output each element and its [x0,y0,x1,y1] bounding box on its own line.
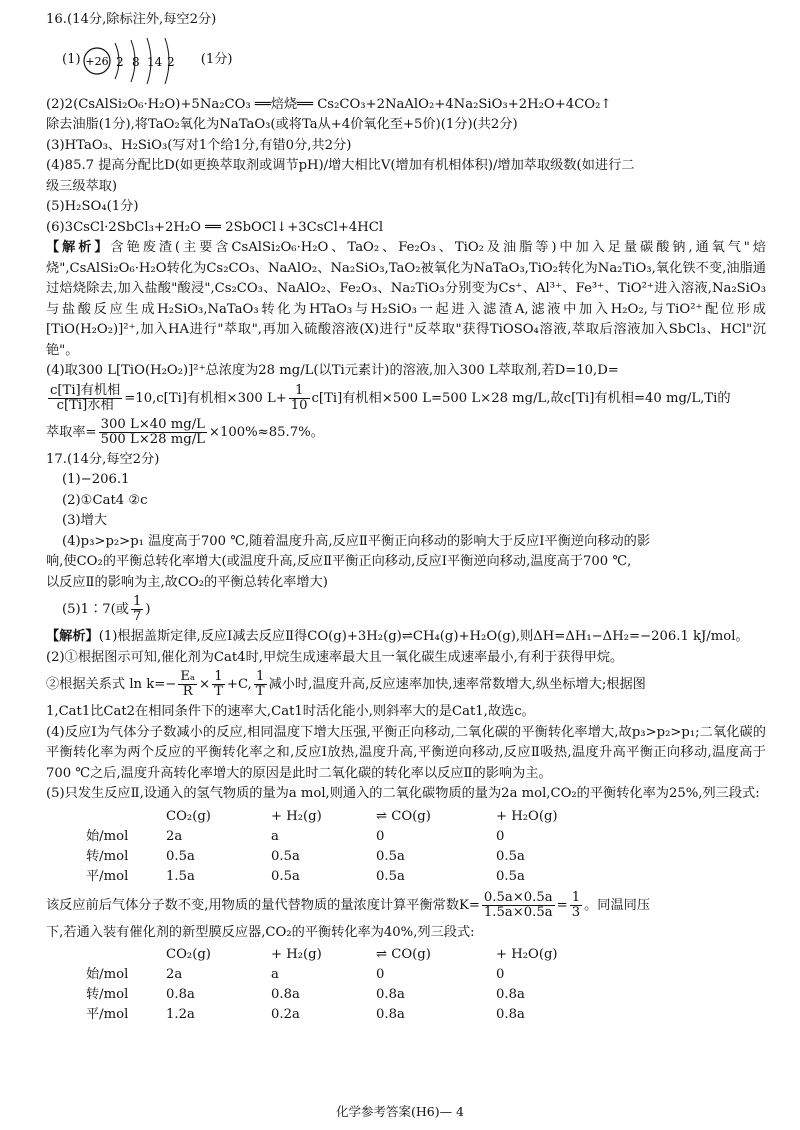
j3-mid2: +C, [226,677,252,692]
table1-h3: ⇌ CO(g) [376,808,431,824]
q17-analysis-1 [46,627,766,648]
q16-answer-3: (3)HTaO₃、H₂SiO₃(写对1个给1分,有错0分,共2分) [46,137,352,153]
q16-answer-2: (2)2(CsAlSi₂O₆·H₂O)+5Na₂CO₃ ══焙烧══ Cs₂CO₃+2NaAlO₂+4Na₂SiO₃+2H₂O+4CO₂↑ [46,96,612,112]
q16-answer-2b: 除去油脂(1分),将TaO₂氧化为NaTaO₃(或将Ta从+4价氧化至+5价)(1分)(共2分) [46,117,518,132]
q17-answer-4a: (4)p₃>p₂>p₁ 温度高于700 ℃,随着温度升高,反应Ⅱ平衡正向移动的影响大于反应Ⅰ平衡逆向移动的影 [62,533,651,549]
inv-t-denominator: T [214,684,223,699]
q17-answer-3: (3)增大 [62,513,108,528]
yield-numerator: 300 L×40 mg/L [100,416,205,432]
electron-count-3: 14 [146,54,162,69]
ans5-denominator: 7 [132,609,142,624]
table-cell: 0.5a [496,868,525,884]
table-cell: 1.5a [166,868,195,884]
q17-analysis-1-text: (1)根据盖斯定律,反应Ⅰ减去反应Ⅱ得CO(g)+3H₂(g)⇌CH₄(g)+H₂O(g),则ΔH=ΔH₁−ΔH₂=−206.1 kJ/mol。 [98,629,749,644]
ea-numerator: Eₐ [180,669,196,684]
table2-h4: + H₂O(g) [496,947,558,962]
table-cell: 0 [376,828,385,844]
q16-analysis-label: 【解析】 [46,240,111,255]
q16-answer-4b: 级三级萃取) [46,178,118,194]
ans5-numerator: 1 [132,594,142,609]
table2-header-row [86,945,766,965]
table-row [86,847,766,867]
three-stage-table-1 [86,807,766,887]
table-row [86,965,766,985]
q17-answer-4c: 以反应Ⅱ的影响为主,故CO₂的平衡总转化率增大) [46,574,328,590]
atom-structure-diagram [62,35,766,87]
calc-c-post: ×100%≈85.7%。 [208,424,324,440]
q16-header: 16.(14分,除标注外,每空2分) [46,12,217,27]
yield-denominator: 500 L×28 mg/L [100,431,205,447]
table-cell: 1.2a [166,1007,195,1022]
table-cell: 0.2a [271,1007,300,1022]
tenth-fraction [289,384,310,413]
table-cell: a [271,967,279,982]
k-numerator: 0.5a×0.5a [483,889,553,905]
j3-mid: × [199,677,211,692]
ans5-fraction [131,595,143,624]
table2-h0 [86,945,166,965]
q16-calc-line-b [46,382,766,416]
q17-analysis-4: (4)反应Ⅰ为气体分子数减小的反应,相同温度下增大压强,平衡正向移动,二氧化碳的平衡转化率增大,故p₃>p₂>p₁;二氧化碳的平衡转化率为两个反应的平衡转化率之和,反应Ⅰ放热,温度升高,平衡逆向移动,反应Ⅱ吸热,温度升高平衡正向移动,温度高于700 ℃之后,温度升高转化率增大的原因是此时二氧化碳的转化率以反应Ⅱ的影响为主。 [46,724,766,781]
table-cell: 0.8a [376,1007,405,1022]
table1-h2: + H₂(g) [271,808,322,824]
electron-count-1: 2 [115,54,124,69]
table-cell: 0.8a [496,987,525,1002]
table-cell: 转/mol [86,987,129,1002]
table-cell: 0 [496,828,505,844]
table-cell: 0 [376,967,385,982]
table-cell: 0.8a [271,987,300,1002]
inv-t-fraction-2 [254,670,267,699]
table-cell: 2a [166,828,183,844]
j6-pre: 该反应前后气体分子数不变,用物质的量代替物质的量浓度计算平衡常数K= [46,897,480,913]
q16-answer-4a: (4)85.7 提高分配比D(如更换萃取剂或调节pH)/增大相比V(增加有机相体积)/增加萃取级数(如进行二 [46,158,635,173]
inv-t2-numerator: 1 [254,670,267,685]
table2-h1: CO₂(g) [166,947,211,962]
k-fraction [482,891,555,920]
q16-analysis [46,238,766,361]
page-footer: 化学参考答案(H6)— 4 [335,1104,465,1119]
q17-analysis-5: (5)只发生反应Ⅱ,设通入的氢气物质的量为a mol,则通入的二氧化碳物质的量为2a mol,CO₂的平衡转化率为25%,列三段式: [46,786,760,801]
j3-post: 减小时,温度升高,反应速率加快,速率常数增大,纵坐标增大;根据图 [268,677,646,692]
q17-analysis-2: (2)①根据图示可知,催化剂为Cat4时,甲烷生成速率最大且一氧化碳生成速率最小,有利于获得甲烷。 [46,649,624,665]
ans5-pre: (5)1∶7(或 [62,602,129,617]
calc-c-pre: 萃取率= [46,424,97,440]
q17-answer-4b: 响,使CO₂的平衡总转化率增大(或温度升高,反应Ⅱ平衡正向移动,反应Ⅰ平衡逆向移动,温度高于700 ℃, [46,554,632,569]
table-cell: 0.8a [376,987,405,1002]
table-cell: 0.8a [496,1007,525,1022]
table-cell: 始/mol [86,828,129,844]
table-cell: 0.5a [271,868,300,884]
ratio-denominator: c[Ti]水相 [56,397,114,413]
electron-count-2: 8 [131,54,140,69]
j3-pre: ②根据关系式 ln k=− [46,677,177,692]
q17-analysis-label: 【解析】 [46,629,99,644]
inv-t-numerator: 1 [212,670,225,685]
table-cell: 0.8a [166,987,195,1002]
table1-h0 [86,807,166,827]
table1-h1: CO₂(g) [166,808,211,824]
table-row [86,827,766,847]
k-result-fraction [570,891,582,920]
table-cell: 平/mol [86,1007,129,1022]
yield-fraction [99,418,207,447]
calc-b-tail: c[Ti]有机相×500 L=500 L×28 mg/L,故c[Ti]有机相=40 mg/L,Ti的 [311,390,731,406]
inv-t-fraction [212,670,225,699]
calc-b-rest: =10,c[Ti]有机相×300 L+ [124,390,287,406]
ea-fraction [178,670,197,699]
table-cell: 始/mol [86,967,129,982]
q17-answer-1: (1)−206.1 [62,472,130,487]
q17-answer-5 [46,593,766,627]
q17-answer-2: (2)①Cat4 ②c [62,492,148,508]
table-cell: a [271,828,279,844]
atom-suffix: (1分) [200,52,233,68]
table1-h4: + H₂O(g) [496,808,558,824]
k-denominator: 1.5a×0.5a [483,904,553,920]
q17-analysis-6 [46,889,766,923]
nucleus-charge: +26 [85,54,109,68]
table-cell: 0.5a [496,848,525,864]
table2-h3: ⇌ CO(g) [376,947,431,962]
table-cell: 0 [496,967,505,982]
tenth-numerator: 1 [289,384,310,399]
q16-calc-line-a: (4)取300 L[TiO(H₂O₂)]²⁺总浓度为28 mg/L(以Ti元素计)的溶液,加入300 L萃取剂,若D=10,D= [46,363,619,378]
table-cell: 0.5a [271,848,300,864]
ratio-numerator: c[Ti]有机相 [50,382,121,398]
q16-analysis-text: 含铯废渣(主要含CsAlSi₂O₆·H₂O、TaO₂、Fe₂O₃、TiO₂及油脂等)中加入足量碳酸钠,通氧气"焙烧",CsAlSi₂O₆·H₂O转化为Cs₂CO₃、NaAlO₂、Na₂SiO₃,TaO₂被氧化为NaTaO₃,TiO₂转化为Na₂TiO₃,氧化铁不变,油脂通过焙烧除去,加入盐酸"酸浸",Cs₂CO₃、NaAlO₂、Fe₂O₃、Na₂TiO₃分别变为Cs⁺、Al³⁺、Fe³⁺、TiO²⁺进入溶液,Na₂SiO₃与盐酸反应生成H₂SiO₃,NaTaO₃转化为HTaO₃与H₂SiO₃一起进入滤渣A,滤液中加入H₂O₂,与TiO²⁺配位形成[TiO(H₂O₂)]²⁺,加入HA进行"萃取",再加入硫酸溶液(X)进行"反萃取"获得TiOSO₄溶液,萃取后溶液加入SbCl₃、HCl"沉铯"。 [46,240,766,358]
j6-mid: = [556,897,568,913]
q16-answer-5: (5)H₂SO₄(1分) [46,199,139,214]
ea-denominator: R [182,684,193,699]
electron-count-4: 2 [166,54,175,69]
table-cell: 0.5a [166,848,195,864]
ans5-post: ) [145,602,151,617]
atom-prefix: (1) [62,52,81,68]
k-result-denominator: 3 [571,904,581,920]
table-cell: 0.5a [376,868,405,884]
table-cell: 平/mol [86,868,129,884]
q16-answer-6: (6)3CsCl·2SbCl₃+2H₂O ══ 2SbOCl↓+3CsCl+4HCl [46,219,384,235]
k-result-numerator: 1 [571,889,581,905]
q17-analysis-3b: 1,Cat1比Cat2在相同条件下的速率大,Cat1时活化能小,则斜率大的是Cat1,故选c。 [46,704,535,719]
table1-header-row [86,807,766,827]
q17-analysis-7: 下,若通入装有催化剂的新型膜反应器,CO₂的平衡转化率为40%,列三段式: [46,924,475,940]
table-row [86,1005,766,1025]
ratio-fraction [48,384,122,413]
table-row [86,985,766,1005]
q17-header: 17.(14分,每空2分) [46,451,160,467]
table2-h2: + H₂(g) [271,947,322,962]
tenth-denominator: 10 [290,397,308,413]
table-cell: 转/mol [86,848,129,864]
atom-shell-figure [81,35,201,87]
table-cell: 2a [166,967,183,982]
table-cell: 0.5a [376,848,405,864]
inv-t2-denominator: T [255,684,265,699]
j6-post: 。同温同压 [584,897,651,913]
table-row [86,867,766,887]
q17-analysis-3 [46,668,766,702]
three-stage-table-2 [86,945,766,1025]
q16-calc-line-c [46,416,766,450]
